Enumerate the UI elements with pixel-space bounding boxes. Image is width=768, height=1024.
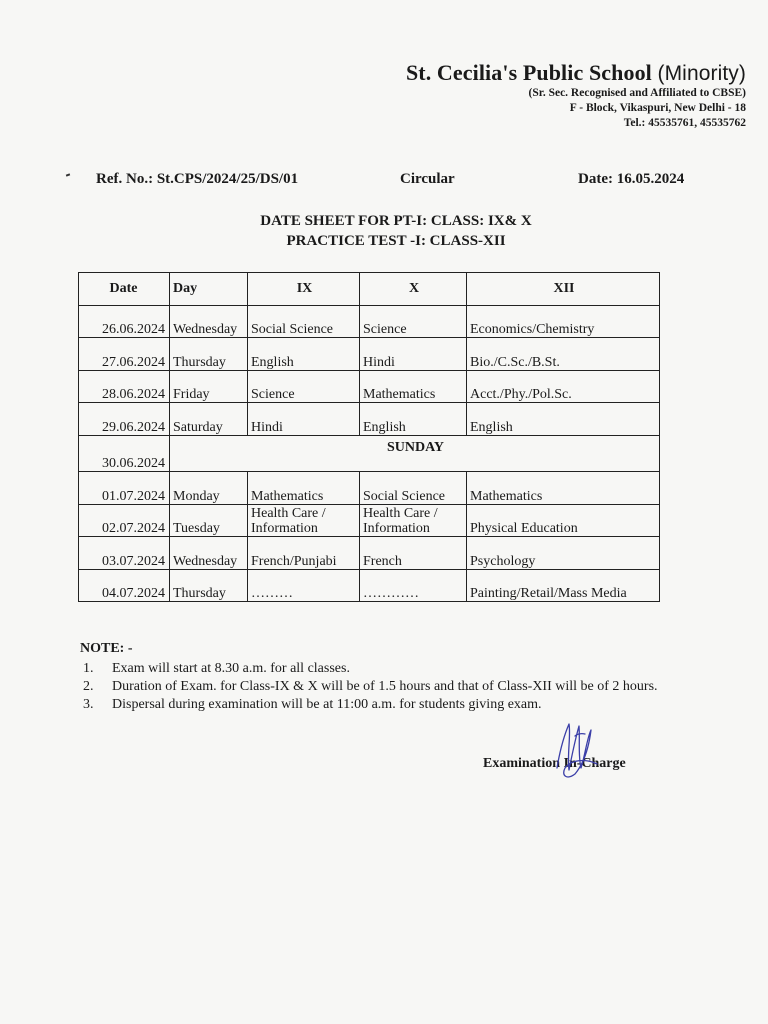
table-row <box>79 403 660 436</box>
ref-number: Ref. No.: St.CPS/2024/25/DS/01 <box>96 171 299 187</box>
note-number: 2. <box>83 679 94 694</box>
note-text: Duration of Exam. for Class-IX & X will be of 1.5 hours and that of Class-XII will be of 2 hours. <box>112 679 658 694</box>
practice-test-title: PRACTICE TEST -I: CLASS-XII <box>286 233 506 249</box>
header-date: Date <box>79 273 170 306</box>
table-row <box>79 537 660 570</box>
cell-x: Hindi <box>360 338 467 371</box>
cell-x-line1: Health Care / <box>363 506 438 521</box>
date-sheet-table <box>78 272 660 602</box>
address-line: F - Block, Vikaspuri, New Delhi - 18 <box>569 102 746 114</box>
notes-list <box>83 660 658 714</box>
header-ix: IX <box>248 273 360 306</box>
cell-xii: Painting/Retail/Mass Media <box>467 569 660 602</box>
signature-strokes <box>557 724 597 777</box>
header-x: X <box>360 273 467 306</box>
note-item <box>83 660 658 678</box>
cell-day: Thursday <box>170 338 248 371</box>
cell-xii: Physical Education <box>467 504 660 537</box>
cell-day: Wednesday <box>170 305 248 338</box>
table-row-holiday <box>79 435 660 472</box>
note-text: Exam will start at 8.30 a.m. for all classes. <box>112 661 350 676</box>
cell-day: Friday <box>170 370 248 403</box>
date-sheet-title: DATE SHEET FOR PT-I: CLASS: IX& X <box>260 213 532 229</box>
cell-xii: English <box>467 403 660 436</box>
note-number: 1. <box>83 661 94 676</box>
header-day: Day <box>170 273 248 306</box>
cell-date: 04.07.2024 <box>79 569 170 602</box>
cell-xii: Acct./Phy./Pol.Sc. <box>467 370 660 403</box>
header-xii: XII <box>467 273 660 306</box>
phone-line: Tel.: 45535761, 45535762 <box>623 117 746 129</box>
table-row <box>79 338 660 371</box>
cell-x: ………… <box>360 569 467 602</box>
table-row <box>79 569 660 602</box>
cell-ix-line2: Information <box>251 521 318 536</box>
cell-date: 27.06.2024 <box>79 338 170 371</box>
cell-xii: Economics/Chemistry <box>467 305 660 338</box>
cell-ix: Mathematics <box>248 472 360 505</box>
cell-x <box>360 504 467 537</box>
signatory-label: Examination In-Charge <box>483 756 626 771</box>
cell-ix-line1: Health Care / <box>251 506 326 521</box>
note-number: 3. <box>83 697 94 712</box>
table-row <box>79 305 660 338</box>
cell-date: 03.07.2024 <box>79 537 170 570</box>
cell-day: Wednesday <box>170 537 248 570</box>
cell-date: 02.07.2024 <box>79 504 170 537</box>
cell-day: Saturday <box>170 403 248 436</box>
cell-xii: Bio./C.Sc./B.St. <box>467 338 660 371</box>
cell-ix: ……… <box>248 569 360 602</box>
cell-x: French <box>360 537 467 570</box>
cell-x: English <box>360 403 467 436</box>
cell-ix: Hindi <box>248 403 360 436</box>
cell-date: 01.07.2024 <box>79 472 170 505</box>
cell-date: 28.06.2024 <box>79 370 170 403</box>
cell-ix <box>248 504 360 537</box>
affiliation-line: (Sr. Sec. Recognised and Affiliated to CBSE) <box>528 87 746 99</box>
cell-date: 30.06.2024 <box>79 435 170 472</box>
cell-x: Science <box>360 305 467 338</box>
cell-xii: Psychology <box>467 537 660 570</box>
cell-xii: Mathematics <box>467 472 660 505</box>
table-row <box>79 472 660 505</box>
cell-x: Social Science <box>360 472 467 505</box>
cell-day: Monday <box>170 472 248 505</box>
cell-date: 29.06.2024 <box>79 403 170 436</box>
cell-ix: Science <box>248 370 360 403</box>
cell-x-line2: Information <box>363 521 430 536</box>
note-heading: NOTE: - <box>80 641 133 656</box>
handwritten-signature <box>545 716 615 782</box>
note-text: Dispersal during examination will be at 11:00 a.m. for students giving exam. <box>112 697 542 712</box>
school-name: St. Cecilia's Public School (Minority) <box>405 60 746 85</box>
note-item <box>83 678 658 696</box>
cell-date: 26.06.2024 <box>79 305 170 338</box>
cell-ix: English <box>248 338 360 371</box>
cell-day: Tuesday <box>170 504 248 537</box>
cell-ix: French/Punjabi <box>248 537 360 570</box>
ref-row <box>0 171 768 191</box>
table-row <box>79 370 660 403</box>
school-header <box>406 60 746 131</box>
circular-date: Date: 16.05.2024 <box>578 171 685 187</box>
table-header-row <box>79 273 660 306</box>
cell-ix: Social Science <box>248 305 360 338</box>
note-item <box>83 696 658 714</box>
cell-x: Mathematics <box>360 370 467 403</box>
circular-label: Circular <box>400 171 455 187</box>
holiday-label: SUNDAY <box>170 435 660 472</box>
table-row <box>79 504 660 537</box>
cell-day: Thursday <box>170 569 248 602</box>
